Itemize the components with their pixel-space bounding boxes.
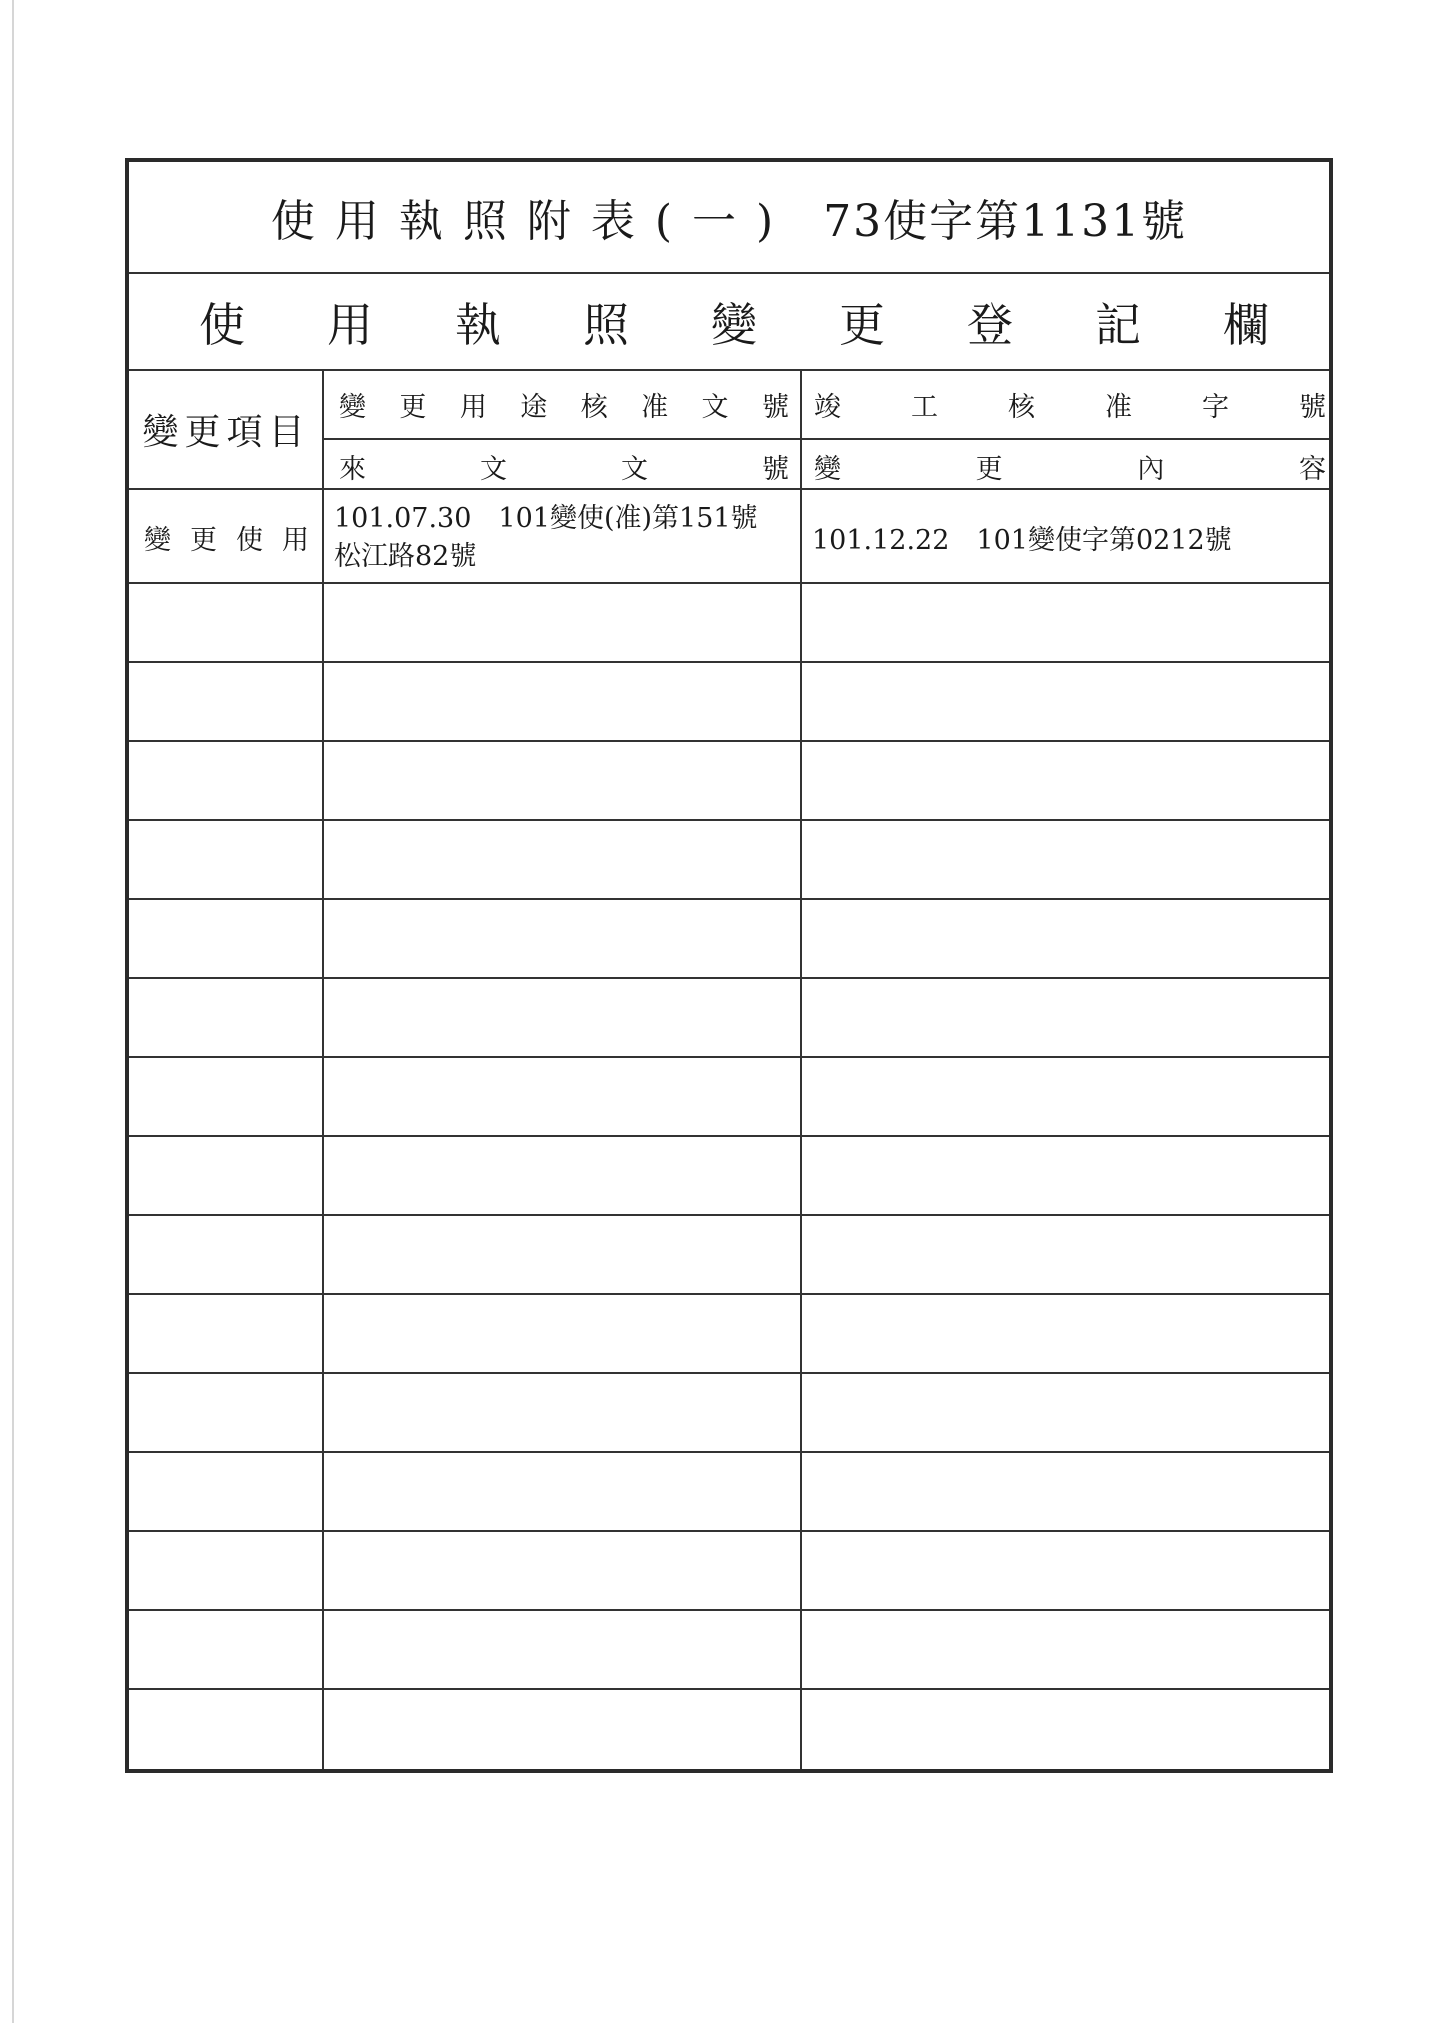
usage-permit-table [125,158,1333,1773]
row-line [129,1530,1329,1532]
row-line [129,1135,1329,1137]
register-heading-char: 變 [711,297,757,352]
header-char: 來 [339,453,366,485]
header-char: 變 [339,391,366,423]
register-heading-char: 用 [327,297,373,352]
register-heading-char: 欄 [1223,297,1269,352]
header-incoming-doc-no [339,446,789,486]
row-line [129,1372,1329,1374]
header-char: 准 [1105,391,1132,423]
header-approval-doc-no [339,384,789,424]
header-bottom-line [129,488,1329,490]
header-char: 容 [1298,453,1326,485]
header-divider [324,438,1329,440]
permit-number: 73使字第1131號 [823,196,1188,247]
header-char: 號 [762,453,789,485]
header-char: 准 [641,391,669,423]
row-item-char: 用 [282,525,309,556]
row-line [129,1056,1329,1058]
row-line [129,898,1329,900]
header-char: 核 [1008,391,1035,423]
register-heading-char: 執 [455,297,501,352]
register-heading-char: 記 [1095,297,1141,352]
header-completion-no [814,384,1326,424]
header-char: 竣 [814,391,841,423]
header-char: 字 [1202,391,1229,423]
header-char: 文 [701,391,729,423]
row-line [129,740,1329,742]
register-heading [129,274,1329,371]
register-heading-char: 登 [967,297,1013,352]
header-char: 核 [580,391,608,423]
row-item-char: 變 [144,525,171,556]
header-char: 更 [975,453,1003,485]
header-change-content [814,446,1326,486]
header-char: 文 [480,453,507,485]
register-heading-char: 更 [839,297,885,352]
row-line [129,661,1329,663]
row-line [129,1451,1329,1453]
title-main: 使用執照附表(一) [270,196,794,247]
header-char: 途 [520,391,548,423]
header-char: 文 [621,453,648,485]
row-line [129,1609,1329,1611]
row-line [129,1214,1329,1216]
row-item-char: 使 [236,525,263,556]
row-approval-line2: 松江路82號 [334,541,477,572]
register-heading-char: 照 [583,297,629,352]
column-approval [324,371,802,1769]
row-completion: 101.12.22 101變使字第0212號 [812,525,1232,556]
header-char: 更 [399,391,427,423]
row-line [129,977,1329,979]
row-line [129,582,1329,584]
header-char: 用 [459,391,487,423]
header-change-item: 變更項目 [142,412,311,453]
header-char: 號 [1299,391,1326,423]
header-char: 工 [911,391,938,423]
row-approval-line1: 101.07.30 101變使(准)第151號 [334,503,758,534]
document-title [129,162,1329,274]
row-line [129,1688,1329,1690]
row-item-char: 更 [190,525,217,556]
header-char: 號 [761,391,789,423]
column-change-item [129,371,324,1769]
header-char: 變 [814,453,841,485]
row-item [144,518,309,557]
row-line [129,1293,1329,1295]
row-line [129,819,1329,821]
page-edge [12,0,14,2023]
register-heading-char: 使 [199,297,245,352]
header-char: 內 [1137,453,1165,485]
